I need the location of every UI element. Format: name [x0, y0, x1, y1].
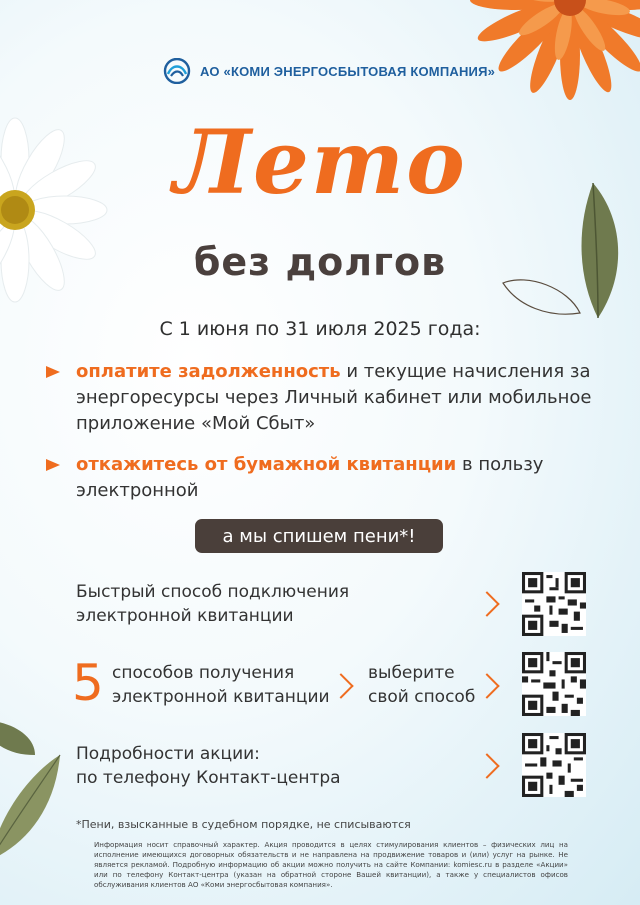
bullet-item-pay — [76, 359, 596, 437]
company-name: АО «КОМИ ЭНЕРГОСБЫТОВАЯ КОМПАНИЯ» — [200, 63, 496, 79]
headline-title: Лето — [173, 110, 467, 214]
row-methods — [112, 661, 330, 709]
bullet-text: и текущие начисления за энергоресурсы через Личный кабинет или мобильное приложение «Мой Сбыт» — [76, 361, 592, 434]
promo-period: С 1 июня по 31 июля 2025 года: — [159, 318, 481, 340]
chevron-right-icon — [474, 591, 499, 616]
row-choose — [368, 661, 475, 709]
row-quick-connect — [76, 580, 349, 628]
bullet-highlight: откажитесь от бумажной квитанции — [76, 454, 457, 475]
orange-flower-icon — [450, 0, 640, 100]
qr-code-icon[interactable] — [522, 733, 586, 797]
arrow-bullet-icon — [46, 459, 60, 471]
headline-subtitle: без долгов — [193, 240, 447, 284]
row-line: Быстрый способ подключения — [76, 582, 350, 602]
chevron-right-icon — [474, 753, 499, 778]
row-line: электронной квитанции — [76, 606, 294, 626]
qr-code-icon[interactable] — [522, 652, 586, 716]
footnote: *Пени, взысканные в судебном порядке, не списываются — [76, 818, 411, 831]
row-line: способов получения — [112, 663, 295, 683]
company-logo-icon — [162, 58, 192, 84]
arrow-bullet-icon — [46, 366, 60, 378]
company-logo — [162, 58, 495, 84]
row-details — [76, 742, 341, 790]
bullet-text: в пользу электронной — [76, 454, 544, 501]
qr-code-icon[interactable] — [522, 572, 586, 636]
row-line: выберите — [368, 663, 455, 683]
bullet-highlight: оплатите задолженность — [76, 361, 341, 382]
row-line: электронной квитанции — [112, 687, 330, 707]
leaf-icon — [0, 700, 80, 900]
chevron-right-icon — [474, 673, 499, 698]
row-line: свой способ — [368, 687, 476, 707]
row-line: Подробности акции: — [76, 744, 260, 764]
methods-count: 5 — [72, 654, 104, 712]
row-line: по телефону Контакт-центра — [76, 768, 341, 788]
legal-disclaimer: Информация носит справочный характер. Акция проводится в целях стимулирования клиентов – физических лиц на исполнение имеющихся договорных обязательств и не направлена на продвижение товаров и (или) услуг на рынке. Не является рекламой. Подробную информацию об акции можно получить на сайте Компании: komiesc.ru в разделе «Акции» или по телефону Контакт-центра (указан на обратной стороне Вашей квитанции), а также у специалистов офисов обслуживания клиентов АО «Коми энергосбытовая компания». — [94, 840, 568, 889]
chevron-right-icon — [328, 673, 353, 698]
bullet-item-paperless — [76, 452, 596, 504]
cta-badge: а мы спишем пени*! — [195, 519, 443, 553]
